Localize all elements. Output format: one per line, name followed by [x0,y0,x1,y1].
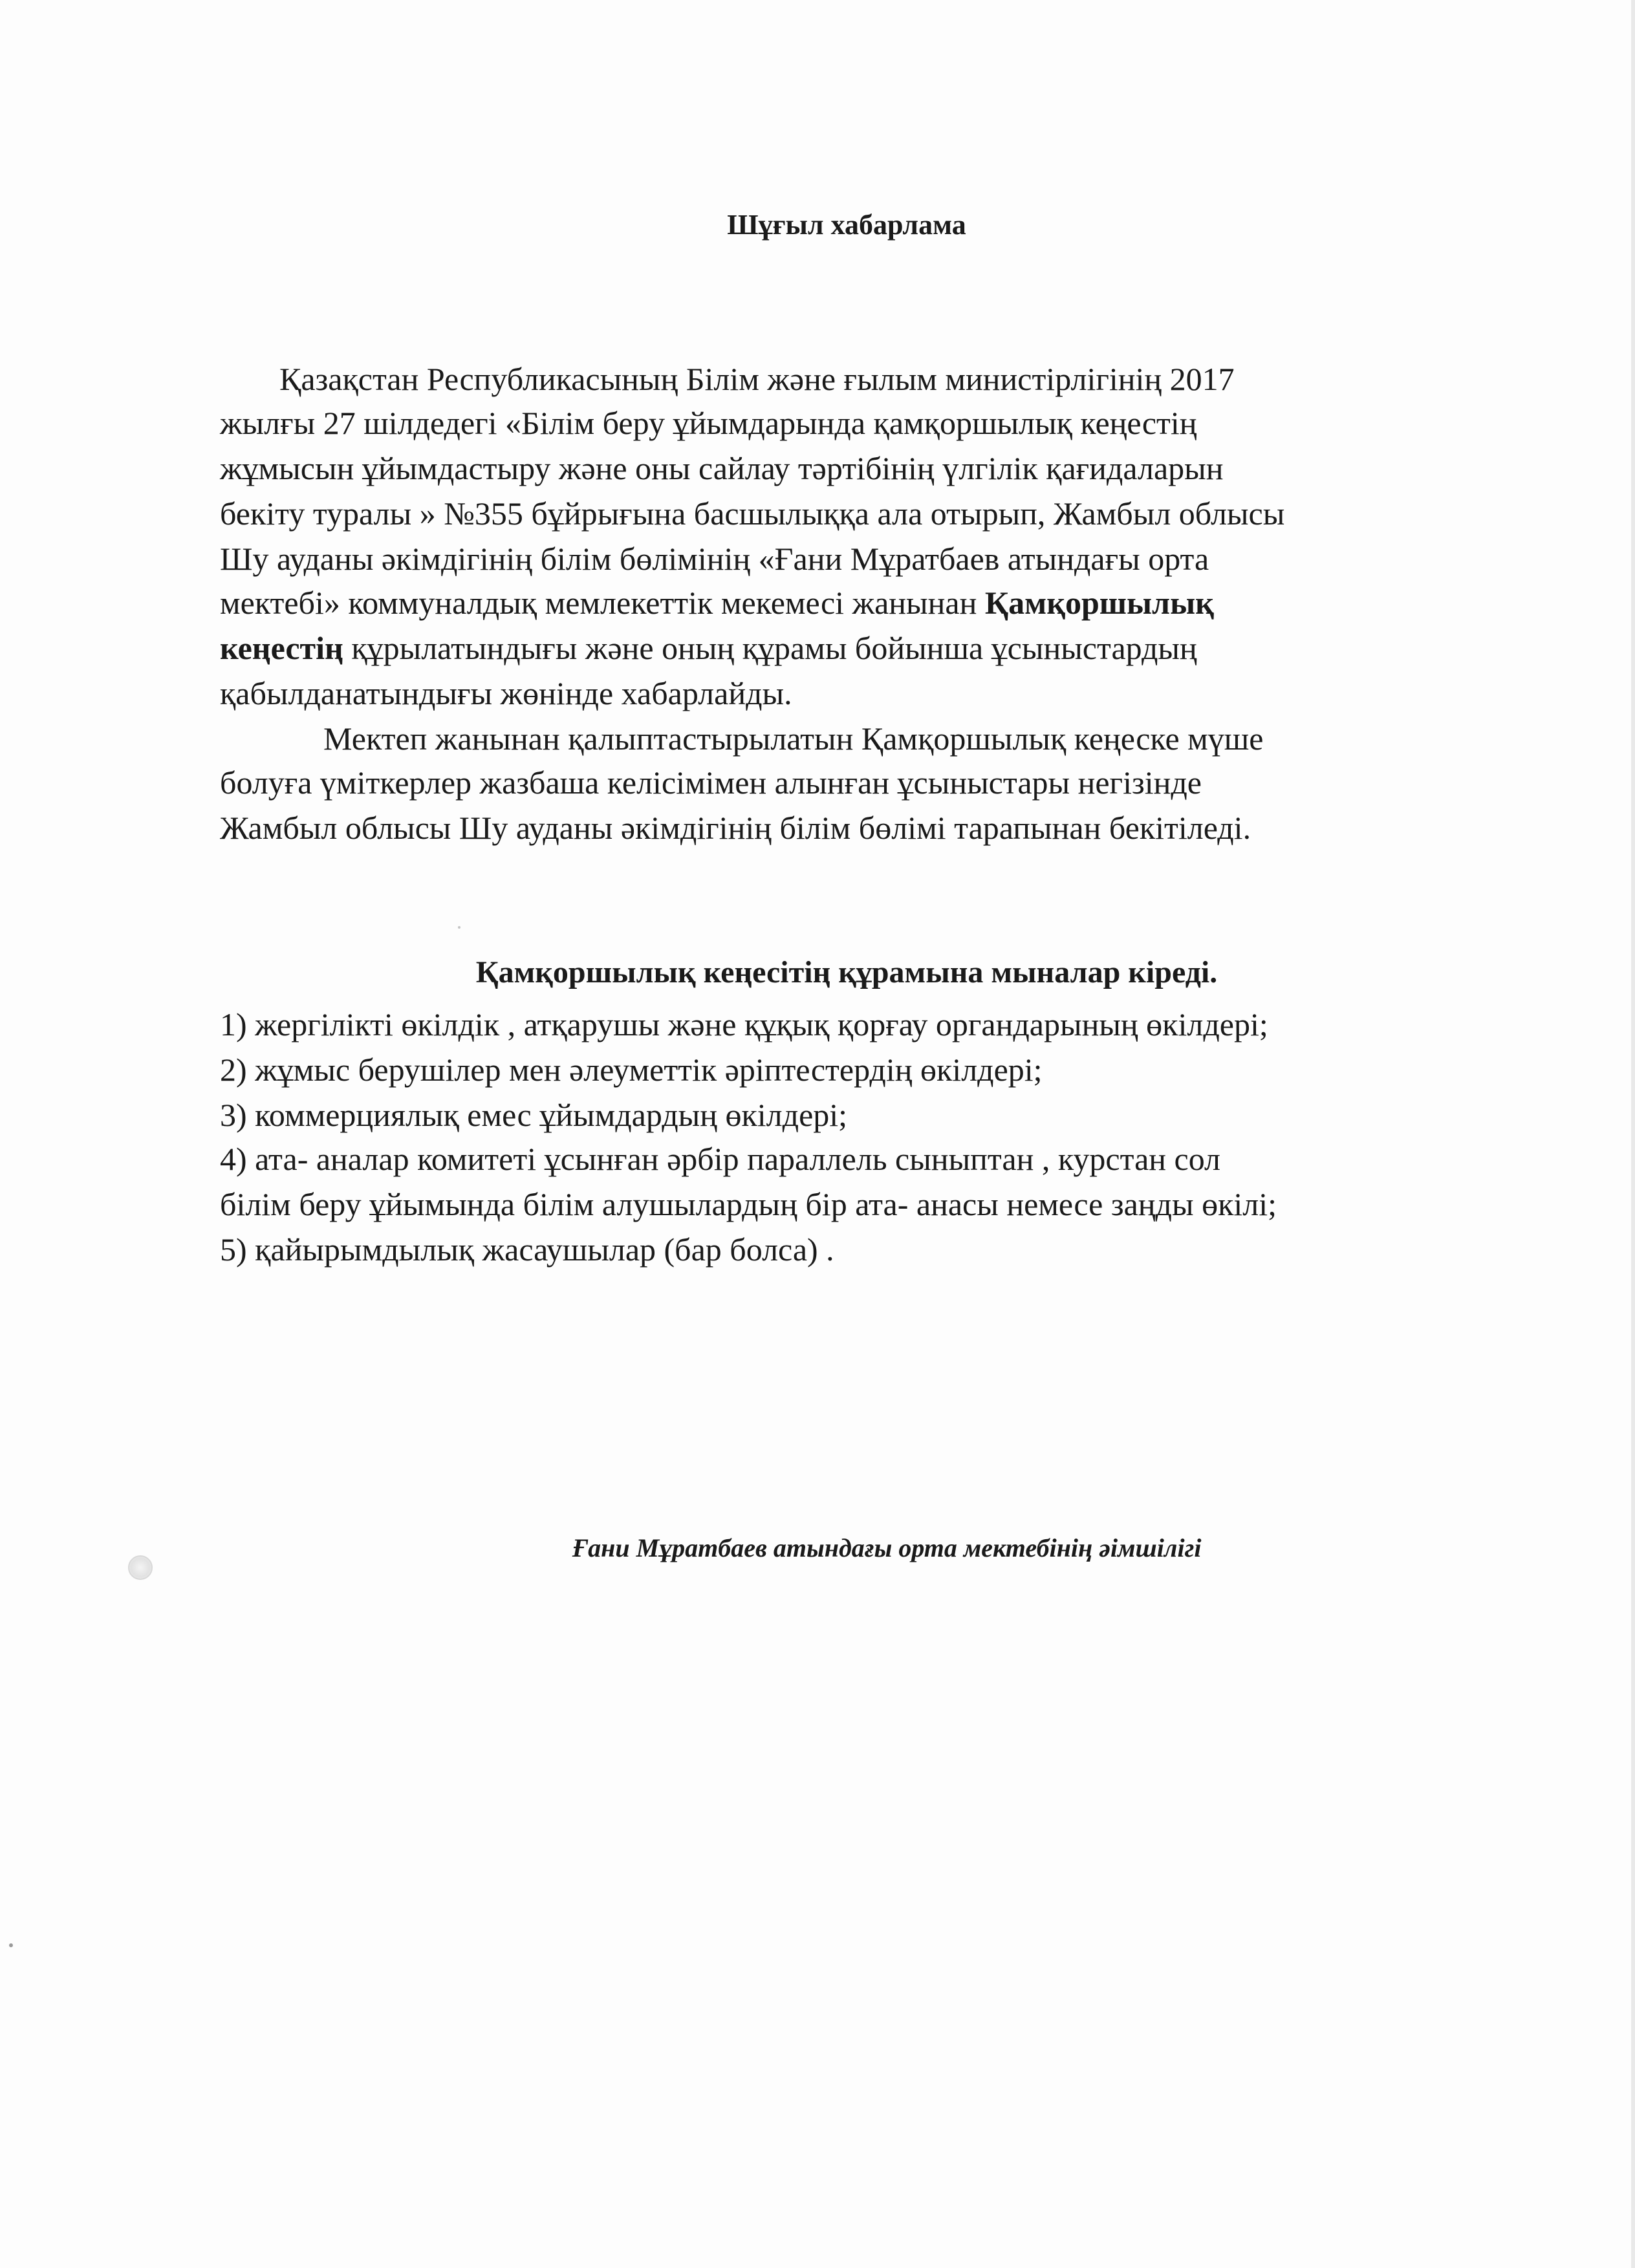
list-item: 2) жұмыс берушілер мен әлеуметтік әріптестердің өкілдері; [220,1052,1043,1088]
body-line-with-bold [220,626,1197,670]
list-item: 4) ата- аналар комитеті ұсынған әрбір параллель сыныптан , курстан сол [220,1141,1220,1177]
body-line: болуға үміткерлер жазбаша келісімімен алынған ұсыныстары негізінде [220,764,1202,801]
body-text: құрылатындығы және оның құрамы бойынша ұсыныстардың [343,630,1197,666]
bold-term: кеңестің [220,630,343,666]
body-line: қабылданатындығы жөнінде хабарлайды. [220,675,792,711]
body-line: Қазақстан Республикасының Білім және ғылым министірлігінің 2017 [279,361,1235,397]
document-title: Шұғыл хабарлама [727,209,966,241]
list-item: 3) коммерциялық емес ұйымдардың өкілдері; [220,1097,848,1133]
scan-speck [458,926,460,929]
list-item: 5) қайырымдылық жасаушылар (бар болса) . [220,1231,834,1268]
scan-edge [1631,0,1635,2268]
list-item: 1) жергілікті өкілдік , атқарушы және құқық қорғау органдарының өкілдері; [220,1006,1268,1042]
signature-line: Ғани Мұратбаев атындағы орта мектебінің әімшілігі [572,1533,1202,1562]
body-line: Мектеп жанынан қалыптастырылатын Қамқоршылық кеңеске мүше [323,720,1264,757]
body-line: жұмысын ұйымдастыру және оны сайлау тәртібінің үлгілік қағидаларын [220,450,1224,486]
section-heading: Қамқоршылық кеңесітің құрамына мыналар кіреді. [475,955,1218,989]
list-item: білім беру ұйымында білім алушылардың бір ата- анасы немесе заңды өкілі; [220,1186,1277,1222]
scan-speck [9,1943,13,1947]
body-line: бекіту туралы » №355 бұйрығына басшылыққа ала отырып, Жамбыл облысы [220,495,1285,532]
body-line: Жамбыл облысы Шу ауданы әкімдігінің білім бөлімі тарапынан бекітіледі. [220,810,1251,846]
bold-term: Қамқоршылық [984,585,1214,621]
body-text: мектебі» коммуналдық мемлекеттік мекемесі жанынан [220,585,985,621]
body-line: жылғы 27 шілдедегі «Білім беру ұйымдарында қамқоршылық кеңестің [220,405,1197,441]
body-line-with-bold [220,581,1214,625]
body-line: Шу ауданы әкімдігінің білім бөлімінің «Ғани Мұратбаев атындағы орта [220,541,1209,577]
punch-hole-mark [128,1555,153,1580]
